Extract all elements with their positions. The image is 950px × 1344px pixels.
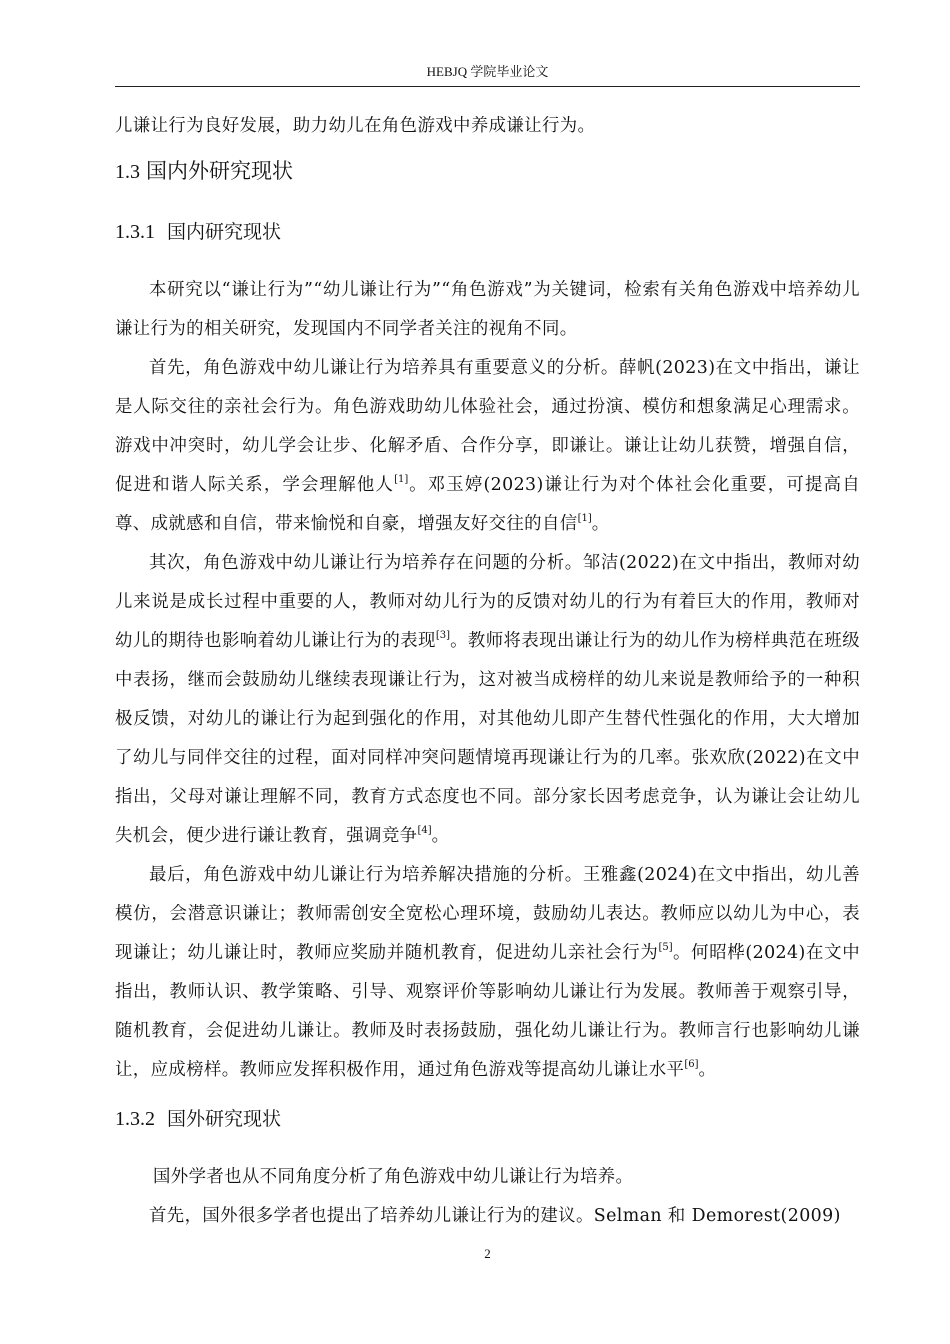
citation-ref: [5] [658, 942, 673, 953]
citation-ref: [1] [577, 513, 592, 524]
page-number: 2 [484, 1246, 491, 1261]
subsection-number: 1.3.1 [115, 221, 155, 243]
paragraph-keywords: 本研究以“谦让行为”“幼儿谦让行为”“角色游戏”为关键词，检索有关角色游戏中培养幼儿谦让行为的相关研究，发现国内不同学者关注的视角不同。 [115, 280, 860, 339]
subsection-heading-1-3-1 [115, 203, 860, 271]
section-title: 国内外研究现状 [146, 159, 293, 183]
paragraph-problems: 其次，角色游戏中幼儿谦让行为培养存在问题的分析。邹洁(2022)在文中指出，教师对幼儿来说是成长过程中重要的人，教师对幼儿行为的反馈对幼儿的行为有着巨大的作用，教师对幼儿的期待也影响着幼儿谦让行为的表现[3]。教师将表现出谦让行为的幼儿作为榜样典范在班级中表扬，继而会鼓励幼儿继续表现谦让行为，这对被当成榜样的幼儿来说是教师给予的一种积极反馈，对幼儿的谦让行为起到强化的作用，对其他幼儿即产生替代性强化的作用，大大增加了幼儿与同伴交往的过程，面对同样冲突问题情境再现谦让行为的几率。张欢欣(2022)在文中指出，父母对谦让理解不同，教育方式态度也不同。部分家长因考虑竞争，认为谦让会让幼儿失机会，便少进行谦让教育，强调竞争[4]。 [115, 553, 861, 846]
section-number: 1.3 [115, 161, 140, 183]
citation-ref: [6] [684, 1059, 699, 1070]
body-text [115, 107, 860, 1236]
section-heading-1-3 [115, 146, 860, 203]
citation-ref: [3] [435, 630, 451, 641]
header-rule [115, 86, 860, 87]
subsection-title: 国外研究现状 [167, 1108, 282, 1130]
subsection-title: 国内研究现状 [167, 221, 282, 243]
citation-ref: [1] [394, 474, 409, 485]
subsection-number: 1.3.2 [115, 1108, 155, 1130]
continuation-paragraph: 儿谦让行为良好发展，助力幼儿在角色游戏中养成谦让行为。 [115, 116, 596, 136]
paragraph-significance: 首先，角色游戏中幼儿谦让行为培养具有重要意义的分析。薛帆(2023)在文中指出，谦让是人际交往的亲社会行为。角色游戏助幼儿体验社会，通过扮演、模仿和想象满足心理需求。游戏中冲突时，幼儿学会让步、化解矛盾、合作分享，即谦让。谦让让幼儿获赞，增强自信，促进和谐人际关系，学会理解他人[1]。邓玉婷(2023)谦让行为对个体社会化重要，可提高自尊、成就感和自信，带来愉悦和自豪，增强友好交往的自信[1]。 [115, 358, 860, 534]
citation-ref: [4] [417, 825, 432, 836]
paragraph-foreign-intro: 国外学者也从不同角度分析了角色游戏中幼儿谦让行为培养。 [153, 1167, 634, 1187]
paragraph-foreign-first: 首先，国外很多学者也提出了培养幼儿谦让行为的建议。Selman 和 Demorest(2009) [149, 1206, 841, 1226]
subsection-heading-1-3-2 [115, 1090, 860, 1158]
page-header: HEBJQ 学院毕业论文 [426, 64, 549, 79]
paragraph-solutions: 最后，角色游戏中幼儿谦让行为培养解决措施的分析。王雅鑫(2024)在文中指出，幼儿善模仿，会潜意识谦让；教师需创安全宽松心理环境，鼓励幼儿表达。教师应以幼儿为中心，表现谦让；幼儿谦让时，教师应奖励并随机教育，促进幼儿亲社会行为[5]。何昭桦(2024)在文中指出，教师认识、教学策略、引导、观察评价等影响幼儿谦让行为发展。教师善于观察引导，随机教育，会促进幼儿谦让。教师及时表扬鼓励，强化幼儿谦让行为。教师言行也影响幼儿谦让，应成榜样。教师应发挥积极作用，通过角色游戏等提高幼儿谦让水平[6]。 [115, 865, 860, 1080]
